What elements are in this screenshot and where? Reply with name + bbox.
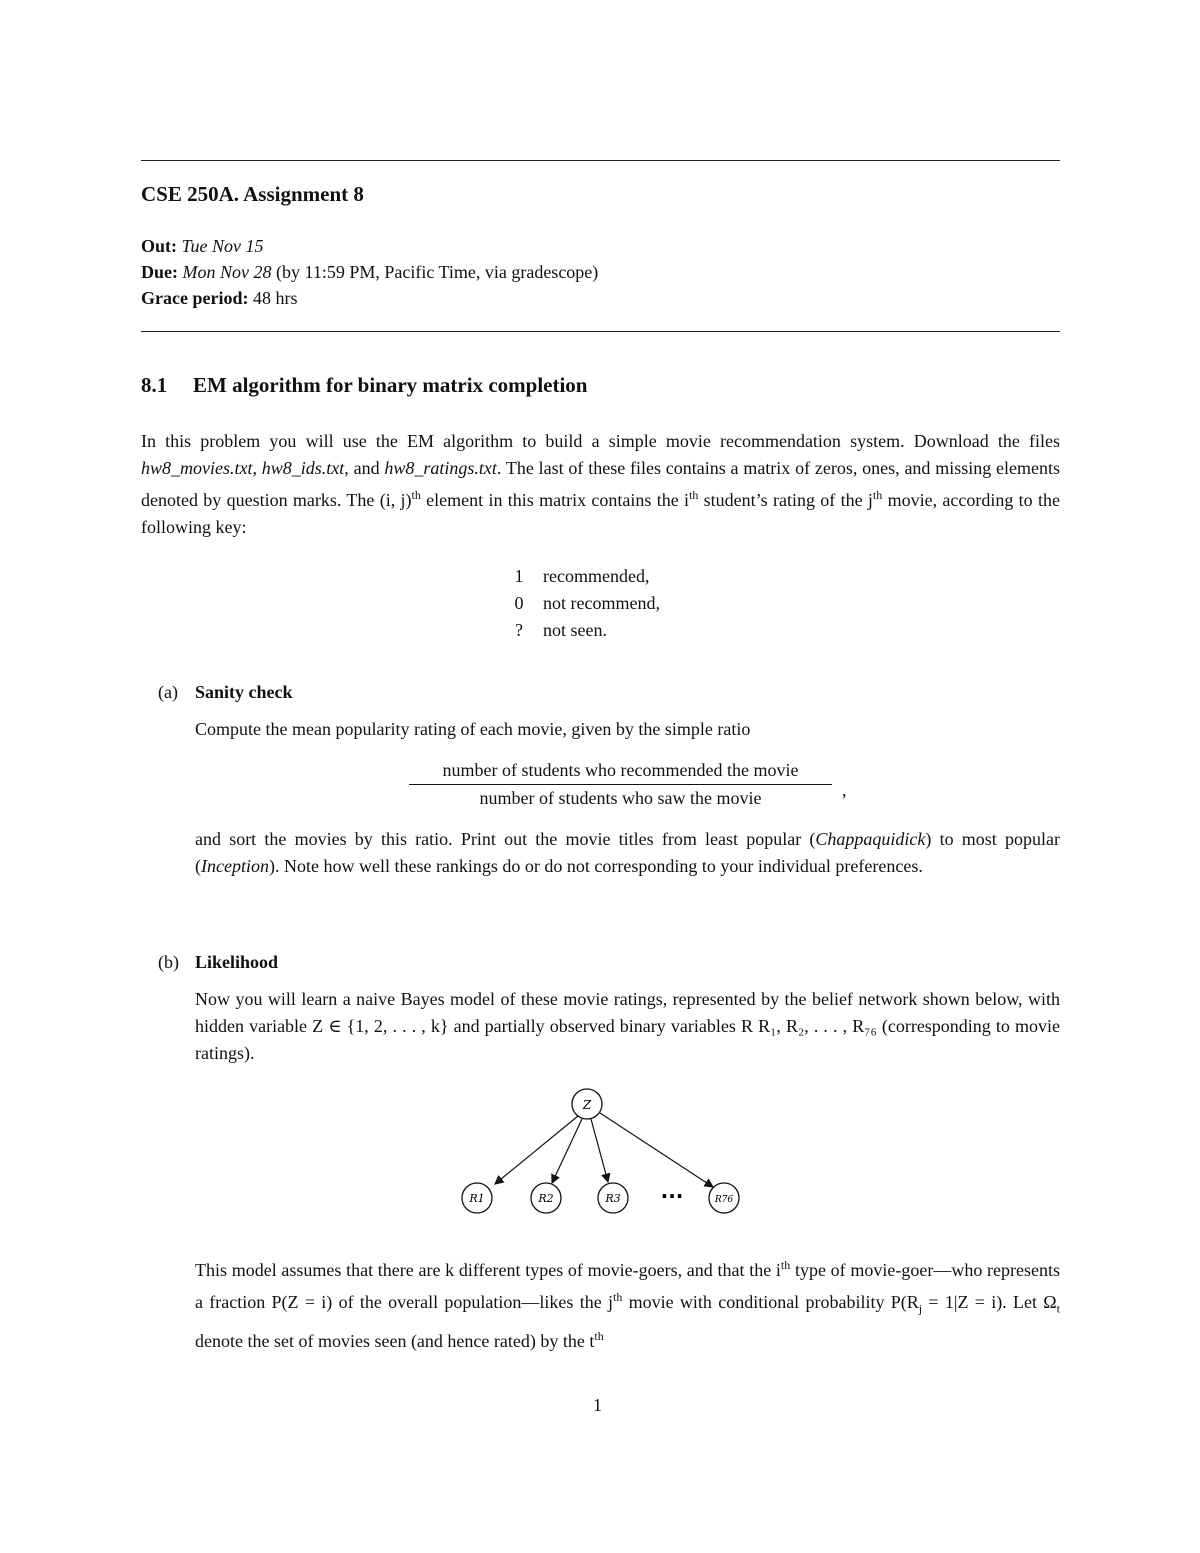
node-r76-label: R76 bbox=[714, 1195, 734, 1205]
edge-z-r1 bbox=[495, 1116, 578, 1184]
file-ids: hw8_ids.txt bbox=[261, 458, 345, 478]
intro-text-5: movie, according to the following key: bbox=[141, 490, 1060, 537]
header-bottom-rule bbox=[141, 331, 1060, 332]
sub-j: j bbox=[918, 1301, 923, 1316]
due-value: Mon Nov 28 bbox=[182, 262, 272, 282]
belief-network-diagram bbox=[440, 1082, 770, 1222]
popularity-ratio bbox=[409, 760, 832, 809]
node-z-label: Z bbox=[582, 1098, 592, 1112]
grace-line bbox=[141, 285, 297, 311]
intro-paragraph bbox=[141, 428, 1060, 541]
part-a-after-3: ). Note how well these rankings do or do not corresponding to your individual preferences. bbox=[268, 856, 923, 876]
section-number: 8.1 bbox=[141, 373, 168, 397]
assignment-title: CSE 250A. Assignment 8 bbox=[141, 182, 364, 206]
key-row-3 bbox=[504, 620, 607, 641]
part-b-title: Likelihood bbox=[195, 952, 279, 972]
node-r2-label: R2 bbox=[538, 1192, 554, 1205]
edge-z-r2 bbox=[552, 1119, 582, 1183]
intro-text-4: student’s rating of the j bbox=[698, 490, 873, 510]
key-meaning: recommended, bbox=[543, 566, 650, 586]
part-a-title: Sanity check bbox=[195, 682, 293, 702]
model-text-3: movie with conditional probability P(R bbox=[622, 1292, 919, 1312]
out-value: Tue Nov 15 bbox=[181, 236, 264, 256]
part-a-after-2: ) to most popular ( bbox=[195, 829, 1060, 876]
ratio-numerator: number of students who recommended the movie bbox=[442, 760, 799, 780]
section-title: EM algorithm for binary matrix completion bbox=[193, 373, 588, 397]
key-symbol: ? bbox=[515, 620, 523, 640]
top-rule bbox=[141, 160, 1060, 161]
part-b-text-2: (corresponding to movie ratings). bbox=[195, 1016, 1060, 1063]
out-label: Out: bbox=[141, 236, 177, 256]
edge-z-r3 bbox=[591, 1119, 608, 1182]
sup-th-5: th bbox=[612, 1290, 623, 1304]
intro-text-3: element in this matrix contains the i bbox=[420, 490, 690, 510]
node-r1-label: R1 bbox=[469, 1192, 485, 1205]
sup-th-1: th bbox=[411, 488, 421, 502]
intro-sep-2: , and bbox=[344, 458, 385, 478]
intro-sep-1: , bbox=[252, 458, 262, 478]
file-ratings: hw8_ratings.txt bbox=[384, 458, 497, 478]
part-a-text: Compute the mean popularity rating of each movie, given by the simple ratio bbox=[195, 719, 751, 739]
least-popular-title: Chappaquidick bbox=[815, 829, 926, 849]
model-text-1: This model assumes that there are k different types of movie-goers, and that the i bbox=[195, 1260, 781, 1280]
key-symbol: 0 bbox=[514, 593, 524, 613]
ratio-denominator: number of students who saw the movie bbox=[479, 788, 762, 808]
key-meaning: not recommend, bbox=[543, 593, 660, 613]
model-text-2: type of movie-goer—who represents a fraction P(Z = i) of the overall population—likes the j bbox=[195, 1260, 1060, 1312]
fraction-bar bbox=[409, 784, 832, 785]
intro-text-2: . The last of these files contains a matrix of zeros, ones, and missing elements denoted by question marks. The (i, j) bbox=[141, 458, 1060, 510]
model-description bbox=[195, 1252, 1060, 1355]
due-note: (by 11:59 PM, Pacific Time, via gradescope) bbox=[271, 262, 599, 282]
model-text-4: = 1|Z = i). Let Ω bbox=[922, 1292, 1057, 1312]
edge-z-r76 bbox=[600, 1113, 713, 1187]
part-b-label: (b) bbox=[158, 952, 179, 972]
page-number: 1 bbox=[593, 1395, 602, 1415]
key-row-1 bbox=[504, 566, 649, 587]
key-row-2 bbox=[504, 593, 660, 614]
node-ellipsis: ··· bbox=[660, 1184, 684, 1208]
due-label: Due: bbox=[141, 262, 178, 282]
grace-value: 48 hrs bbox=[248, 288, 298, 308]
part-b-text-1: Now you will learn a naive Bayes model of these movie ratings, represented by the belief network shown below, with hidden variable Z ∈ {1, 2, . . . , k} and partially observed binary variables R bbox=[195, 989, 1060, 1036]
section-heading bbox=[141, 373, 587, 398]
key-symbol: 1 bbox=[514, 566, 524, 586]
part-a-after-1: and sort the movies by this ratio. Print out the movie titles from least popular ( bbox=[195, 829, 816, 849]
out-line bbox=[141, 233, 264, 259]
most-popular-title: Inception bbox=[201, 856, 269, 876]
intro-text-1: In this problem you will use the EM algorithm to build a simple movie recommendation system. Download the files bbox=[141, 431, 1060, 451]
model-text-5: denote the set of movies seen (and hence rated) by the t bbox=[195, 1330, 595, 1351]
sup-th-3: th bbox=[872, 488, 883, 502]
sup-th-4: th bbox=[780, 1258, 791, 1272]
part-a-label: (a) bbox=[158, 682, 178, 702]
r-variables-list: R₁, R₂, . . . , R₇₆ bbox=[758, 1016, 882, 1036]
part-b-text bbox=[195, 986, 1060, 1067]
sub-t: t bbox=[1056, 1301, 1060, 1316]
due-line bbox=[141, 259, 598, 285]
sup-th-2: th bbox=[689, 488, 699, 502]
node-r3-label: R3 bbox=[605, 1192, 621, 1205]
sup-th-6: th bbox=[594, 1328, 604, 1343]
ratio-comma: , bbox=[842, 780, 847, 800]
file-movies: hw8_movies.txt bbox=[141, 458, 253, 478]
key-meaning: not seen. bbox=[543, 620, 607, 640]
part-a-continuation bbox=[195, 826, 1060, 880]
grace-label: Grace period: bbox=[141, 288, 249, 308]
